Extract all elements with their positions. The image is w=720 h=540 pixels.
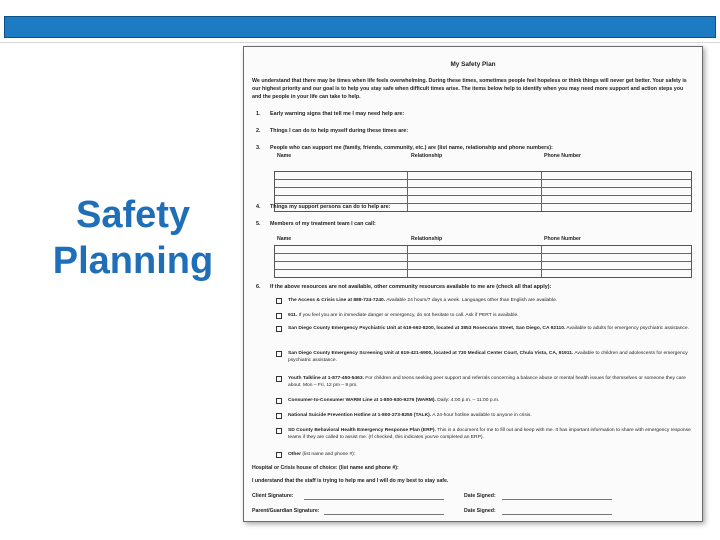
table-row	[275, 172, 691, 180]
title-bar-accent	[4, 16, 716, 38]
table-row	[275, 196, 691, 204]
table1-header-relationship: Relationship	[411, 153, 443, 159]
client-date-label: Date Signed:	[464, 493, 496, 499]
checkbox[interactable]	[276, 326, 282, 332]
parent-signature-label: Parent/Guardian Signature:	[252, 508, 320, 514]
table2-header-relationship: Relationship	[411, 236, 443, 242]
table-row	[275, 246, 691, 254]
checkbox[interactable]	[276, 298, 282, 304]
checkbox[interactable]	[276, 413, 282, 419]
slide-title-line-1: Safety	[75, 194, 191, 236]
table-row	[275, 262, 691, 270]
table2-header-phone: Phone Number	[544, 236, 581, 242]
client-signature-line[interactable]	[304, 499, 444, 500]
checkbox[interactable]	[276, 351, 282, 357]
table-row	[275, 180, 691, 188]
checkbox[interactable]	[276, 376, 282, 382]
table-row	[275, 270, 691, 277]
understanding-statement: I understand that the staff is trying to help me and I will do my best to stay safe.	[252, 478, 449, 484]
checkbox[interactable]	[276, 428, 282, 434]
table1-header-name: Name	[277, 153, 292, 159]
client-signature-label: Client Signature:	[252, 493, 294, 499]
table2-header-name: Name	[277, 236, 292, 242]
table-row	[275, 188, 691, 196]
slide-title	[30, 192, 236, 284]
item-3: 3. People who can support me (family, friends, community, etc.) are (list name, relationship and phone numbers):	[256, 145, 553, 151]
checkbox[interactable]	[276, 452, 282, 458]
hospital-choice-label: Hospital or Crisis house of choice: (list name and phone #):	[252, 465, 399, 471]
document-title: My Safety Plan	[450, 61, 496, 68]
item-2: 2. Things I can do to help myself during these times are:	[256, 128, 409, 134]
header-band	[0, 0, 720, 43]
checkbox[interactable]	[276, 313, 282, 319]
parent-date-label: Date Signed:	[464, 508, 496, 514]
treatment-team-table	[274, 245, 692, 278]
table1-header-phone: Phone Number	[544, 153, 581, 159]
document-intro: We understand that there may be times when life feels overwhelming. During these times, sometimes people feel hopeless or think things will never get better. Your safety is our highest priority and our goal is to help you stay safe when difficult times arise. The items below help to identify when you may need more support and action steps you and the people in your life can take to help.	[252, 78, 687, 100]
item-4: 4. Things my support persons can do to help are:	[256, 204, 391, 210]
parent-signature-line[interactable]	[324, 514, 444, 515]
item-1: 1. Early warning signs that tell me I may need help are:	[256, 111, 405, 117]
checkbox[interactable]	[276, 398, 282, 404]
item-5: 5. Members of my treatment team I can call:	[256, 221, 376, 227]
client-date-line[interactable]	[502, 499, 612, 500]
safety-plan-document: My Safety Plan We understand that there may be times when life feels overwhelming. During these times, sometimes people feel hopeless or think things will never get better. Your safety is our highest priority and our goal is to help you stay safe when difficult times arise. The items below help to identify when you may need more support and action steps you and the people in your life can take to help. 1. Early warning signs that tell me I may need help are: 2. Things I can do to help myself during these times are: 3. People who can support me (family, friends, community, etc.) are (list name, relationship and phone numbers): Name Relationship Phone Number 4. Things my support persons can do to help are: 5. Members of my treatment team I can call: Name Relationship Phone Number 6. If the above resources are not available, other community resources available to me are (check all that apply): The Access & Crisis Line at 888-724-7240. Available 24 hours/7 days a week. Languages other than English are available. 911. If you feel you are in immediate danger or emergency, do not hesitate to call. Ask if PERT is available. San Diego County Emergency Psychiatric Unit at 619-692-8200, located at 3853 Rosecrans Street, San Diego, CA 92110. Available to adults for emergency psychiatric assistance. San Diego County Emergency Screening Unit at 619-421-6900, located at 730 Medical Center Court, Chula Vista, CA, 91911. Available to children and adolescents for emergency psychiatric assistance. Youth Talkline at 1-877-450-5463. For children and teens seeking peer support and referrals concerning a balance abuse or mental health issues for themselves or someone they care about. Mon – Fri, 12 pm – 9 pm. Consumer-to-Consumer WARM Line at 1-800-930-9276 (WARM). Daily: 4:00 p.m. – 11:00 p.m. National Suicide Prevention Hotline at 1-800-273-8255 (TALK). A 24-hour hotline available to anyone in crisis. SD County Behavioral Health Emergency Response Plan (ERP). This is a document for me to fill out and keep with me. It has important information to share with emergency response teams if they are called to assist me. (If checked, this indicates you've completed an ERP). Other (list name and phone #): Hospital or Crisis house of choice: (list name and phone #): I understand that the staff is trying to help me and I will do my best to stay safe. Client Signature: Date Signed: Parent/Guardian Signature: Date Signed:	[243, 46, 703, 522]
parent-date-line[interactable]	[502, 514, 612, 515]
slide-title-line-2: Planning	[52, 240, 214, 282]
item-6: 6. If the above resources are not available, other community resources available to me are (check all that apply):	[256, 284, 552, 290]
table-row	[275, 254, 691, 262]
